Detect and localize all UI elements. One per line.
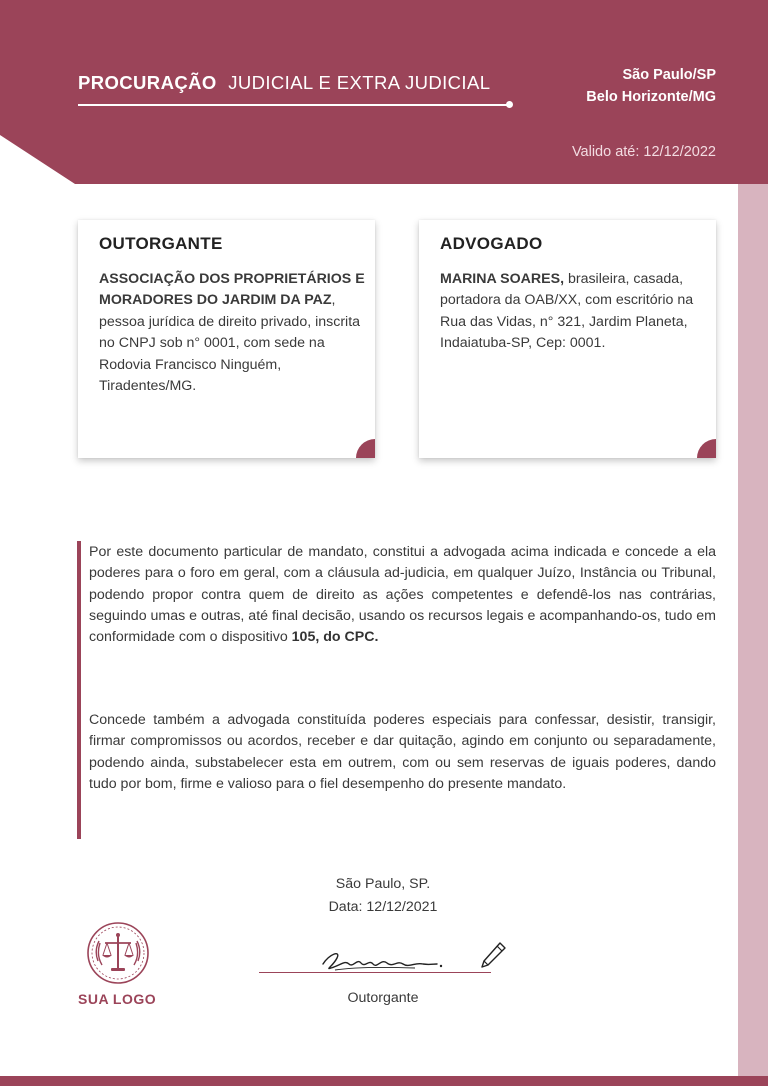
logo-text: SUA LOGO [78,991,157,1007]
title-underline-dot [506,101,513,108]
outorgante-card [78,220,375,458]
party-name: ASSOCIAÇÃO DOS PROPRIETÁRIOS E MORADORES DO JARDIM DA PAZ [99,271,365,309]
signer-label: Outorgante [347,990,419,1006]
bottom-band [0,1076,768,1086]
party-details: brasileira, casada, portadora da OAB/XX, com escritório na Rua das Vidas, n° 321, Jardim Planeta, Indaiatuba-SP, Cep: 0001. [440,271,694,352]
paragraph-bold: 105, do CPC. [291,629,379,646]
paragraph-mandate [89,542,716,648]
place: São Paulo, SP. [335,876,431,892]
paragraph-special-powers: Concede também a advogada constituída poderes especiais para confessar, desistir, transigir, firmar compromissos ou acordos, receber e dar quitação, agindo em conjunto ou separadamente, podendo ainda, substabelecer esta em outrem, com ou sem reservas de iguais poderes, dando tudo por bom, firme e valioso para o fiel desempenho do presente mandato. [89,712,716,792]
card-title: ADVOGADO [440,234,543,253]
card-title: OUTORGANTE [99,234,223,253]
cities [586,64,716,108]
card-text [99,269,369,397]
paragraph-text: Por este documento particular de mandato, constitui a advogada acima indicada e concede a ela poderes para o foro em geral, com a cláusula ad-judicia, em qualquer Juízo, Instância ou Tribunal, podendo propor contra quem de direito as ações competentes e defendê-los nas contrárias, seguindo umas e outras, até final decisão, usando os recursos legais e acompanhando-os, tudo em conformidade com o dispositivo [89,544,717,646]
city-2: Belo Horizonte/MG [586,89,716,105]
card-text [440,269,710,355]
side-band [738,184,768,1076]
signature-line [259,972,491,973]
party-details: , pessoa jurídica de direito privado, inscrita no CNPJ sob n° 0001, com sede na Rodovia Francisco Ninguém, Tiradentes/MG. [99,292,361,395]
title-underline [78,104,508,106]
body-accent-bar [77,541,81,839]
scales-of-justice-icon [86,921,150,985]
valid-until: Valido até: 12/12/2022 [571,144,716,160]
date: Data: 12/12/2021 [328,899,438,915]
party-name: MARINA SOARES, [440,271,565,287]
title-light: JUDICIAL E EXTRA JUDICIAL [228,72,491,93]
document-title [78,72,490,94]
city-1: São Paulo/SP [622,67,716,83]
card-corner-accent [356,439,375,458]
signature [315,940,445,976]
card-corner-accent [697,439,716,458]
pen-icon [478,940,508,972]
title-bold: PROCURAÇÃO [78,72,217,93]
advogado-card [419,220,716,458]
